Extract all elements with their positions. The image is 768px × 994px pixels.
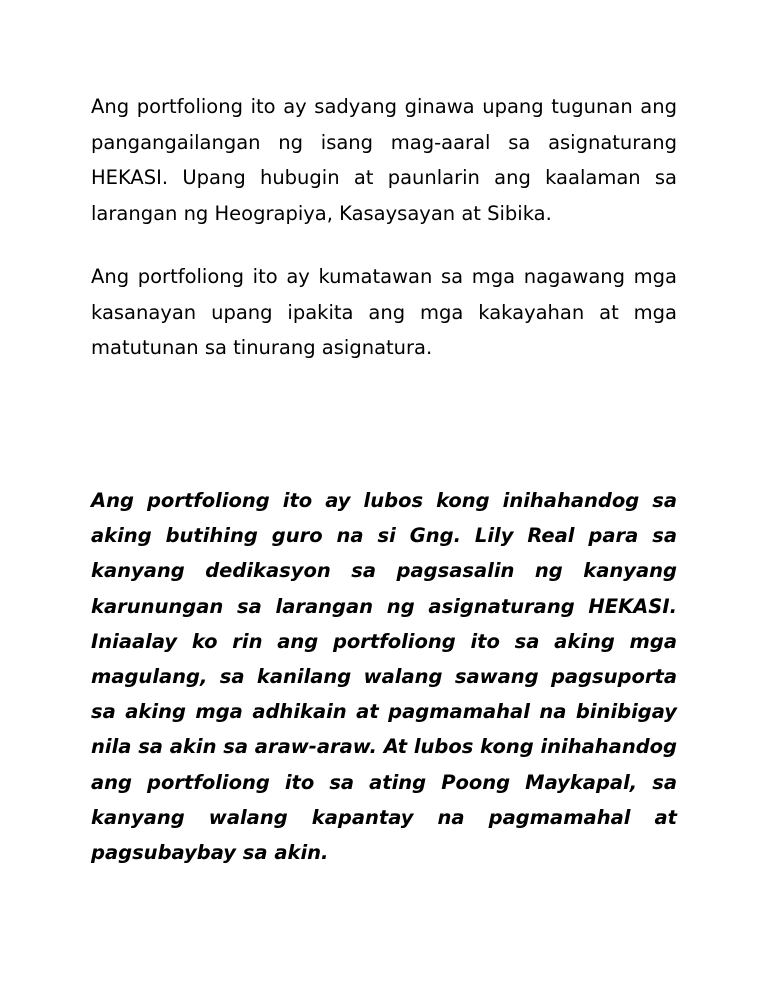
dedication-paragraph: Ang portfoliong ito ay lubos kong inihahandog sa aking butihing guro na si Gng. Lily Real para sa kanyang dedikasyon sa pagsasalin ng kanyang karunungan sa larangan ng asignaturang HEKASI. Iniaalay ko rin ang portfoliong ito sa aking mga magulang, sa kanilang walang sawang pagsuporta sa aking mga adhikain at pagmamahal na binibigay nila sa akin sa araw-araw. At lubos kong inihahandog ang portfoliong ito sa ating Poong Maykapal, sa kanyang walang kapantay na pagmamahal at pagsubaybay sa akin. [91, 489, 678, 865]
purpose-paragraph: Ang portfoliong ito ay kumatawan sa mga nagawang mga kasanayan upang ipakita ang mga kakayahan at mga matutunan sa tinurang asignatura. [91, 265, 677, 359]
intro-paragraph: Ang portfoliong ito ay sadyang ginawa upang tugunan ang pangangailangan ng isang mag-aaral sa asignaturang HEKASI. Upang hubugin at paunlarin ang kaalaman sa larangan ng Heograpiya, Kasaysayan at Sibika. [91, 95, 677, 225]
